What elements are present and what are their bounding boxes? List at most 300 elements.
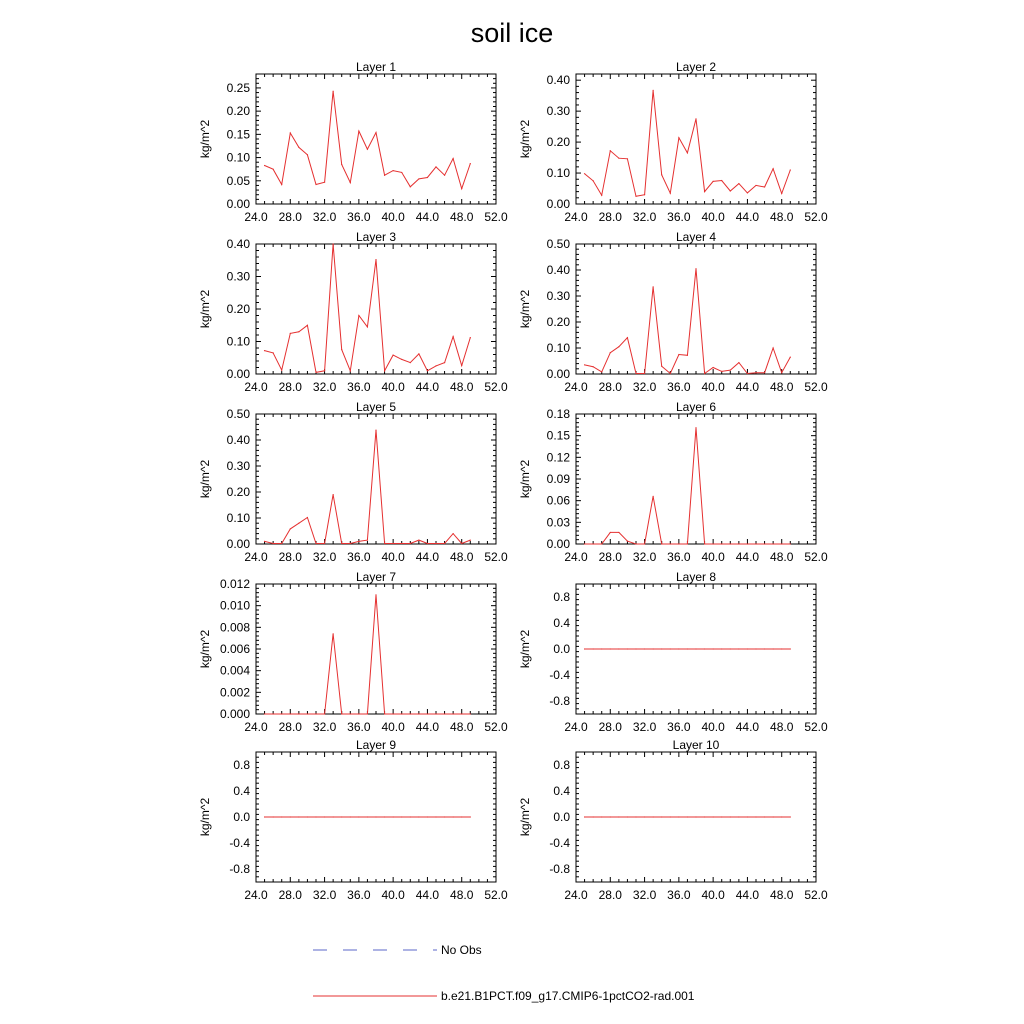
data-point	[290, 713, 291, 714]
series-line-model-run	[585, 269, 791, 374]
panel-title: Layer 6	[675, 400, 717, 414]
x-tick-label: 48.0	[770, 210, 794, 224]
y-axis-label: kg/m^2	[518, 119, 532, 159]
x-tick-label: 28.0	[278, 380, 302, 394]
y-tick-label: 0.10	[546, 166, 570, 181]
panel-layer-7	[198, 570, 508, 734]
data-point	[384, 543, 385, 544]
y-tick-label: 0.4	[553, 616, 570, 630]
y-tick-label: -0.4	[549, 836, 570, 850]
data-point	[764, 543, 765, 544]
data-point	[358, 315, 359, 316]
y-tick-label: -0.4	[549, 668, 570, 682]
x-tick-label: 28.0	[598, 210, 622, 224]
data-point	[410, 713, 411, 714]
data-point	[610, 532, 611, 533]
x-tick-label: 28.0	[278, 550, 302, 564]
x-tick-label: 48.0	[770, 380, 794, 394]
panel-layer-9	[198, 738, 508, 902]
x-tick-label: 24.0	[244, 888, 268, 902]
x-tick-label: 36.0	[667, 380, 691, 394]
data-point	[264, 165, 265, 166]
y-tick-label: -0.8	[549, 862, 570, 876]
data-point	[644, 816, 645, 817]
data-point	[281, 713, 282, 714]
data-point	[375, 816, 376, 817]
data-point	[644, 194, 645, 195]
x-tick-label: 32.0	[632, 210, 657, 224]
y-tick-label: 0.50	[226, 407, 250, 421]
data-point	[453, 713, 454, 714]
x-tick-label: 28.0	[598, 888, 622, 902]
data-point	[618, 816, 619, 817]
figure-title: soil ice	[470, 18, 554, 48]
data-point	[653, 816, 654, 817]
data-point	[341, 543, 342, 544]
data-point	[678, 354, 679, 355]
y-tick-label: 0.10	[226, 511, 250, 525]
x-tick-label: 48.0	[450, 380, 474, 394]
data-point	[384, 816, 385, 817]
data-point	[713, 181, 714, 182]
data-point	[610, 352, 611, 353]
data-point	[401, 172, 402, 173]
y-tick-label: 0.18	[546, 407, 570, 421]
y-tick-label: 0.0	[553, 810, 570, 824]
x-tick-label: 28.0	[278, 210, 302, 224]
data-point	[358, 541, 359, 542]
x-tick-label: 24.0	[244, 210, 268, 224]
data-point	[790, 648, 791, 649]
data-point	[610, 816, 611, 817]
data-point	[773, 168, 774, 169]
data-point	[290, 528, 291, 529]
y-tick-label: 0.05	[226, 173, 250, 188]
data-point	[773, 347, 774, 348]
y-tick-label: 0.00	[226, 367, 250, 381]
data-point	[273, 713, 274, 714]
data-point	[755, 185, 756, 186]
data-point	[764, 372, 765, 373]
panel-title: Layer 4	[675, 230, 717, 244]
data-point	[358, 713, 359, 714]
data-point	[653, 286, 654, 287]
data-point	[721, 648, 722, 649]
data-point	[790, 169, 791, 170]
data-point	[315, 372, 316, 373]
x-tick-label: 24.0	[564, 210, 588, 224]
y-tick-label: 0.10	[226, 150, 250, 165]
x-tick-label: 48.0	[770, 888, 794, 902]
data-point	[307, 517, 308, 518]
y-axis-label: kg/m^2	[518, 289, 532, 329]
x-tick-label: 36.0	[347, 888, 371, 902]
y-tick-label: 0.00	[546, 537, 570, 551]
y-tick-label: 0.30	[226, 269, 250, 284]
data-point	[764, 816, 765, 817]
data-point	[410, 362, 411, 363]
data-point	[324, 370, 325, 371]
data-point	[695, 427, 696, 428]
data-point	[704, 648, 705, 649]
data-point	[350, 182, 351, 183]
data-point	[627, 541, 628, 542]
panel-layer-1	[198, 60, 508, 224]
data-point	[773, 648, 774, 649]
x-tick-label: 52.0	[484, 888, 508, 902]
data-point	[384, 370, 385, 371]
x-tick-label: 36.0	[667, 550, 691, 564]
data-point	[721, 180, 722, 181]
x-tick-label: 28.0	[278, 888, 302, 902]
data-point	[461, 543, 462, 544]
y-tick-label: 0.20	[226, 302, 250, 316]
data-point	[273, 543, 274, 544]
data-point	[298, 713, 299, 714]
data-point	[401, 713, 402, 714]
data-point	[324, 713, 325, 714]
data-point	[781, 372, 782, 373]
data-point	[747, 648, 748, 649]
data-point	[670, 648, 671, 649]
data-point	[341, 816, 342, 817]
data-point	[644, 373, 645, 374]
data-point	[324, 543, 325, 544]
data-point	[661, 543, 662, 544]
data-point	[418, 713, 419, 714]
data-point	[324, 816, 325, 817]
x-tick-label: 24.0	[244, 380, 268, 394]
data-point	[435, 543, 436, 544]
x-tick-label: 24.0	[564, 380, 588, 394]
data-point	[375, 259, 376, 260]
x-tick-label: 40.0	[701, 550, 725, 564]
data-point	[461, 713, 462, 714]
x-tick-label: 24.0	[244, 720, 268, 734]
data-point	[618, 648, 619, 649]
data-point	[324, 182, 325, 183]
data-point	[298, 147, 299, 148]
data-point	[738, 362, 739, 363]
data-point	[653, 496, 654, 497]
data-point	[601, 543, 602, 544]
data-point	[333, 633, 334, 634]
data-point	[273, 352, 274, 353]
data-point	[350, 543, 351, 544]
panel-layer-6	[518, 400, 828, 564]
data-point	[435, 166, 436, 167]
y-tick-label: 0.15	[546, 428, 570, 443]
data-point	[713, 543, 714, 544]
x-tick-label: 32.0	[312, 720, 337, 734]
data-point	[781, 543, 782, 544]
y-tick-label: 0.0	[553, 642, 570, 656]
data-point	[298, 523, 299, 524]
y-axis-label: kg/m^2	[198, 797, 212, 837]
data-point	[704, 191, 705, 192]
data-point	[350, 816, 351, 817]
data-point	[298, 331, 299, 332]
data-point	[627, 648, 628, 649]
data-point	[661, 366, 662, 367]
data-point	[281, 543, 282, 544]
y-axis-label: kg/m^2	[198, 459, 212, 499]
data-point	[375, 132, 376, 133]
panel-title: Layer 5	[355, 400, 397, 414]
panel-layer-2	[518, 60, 828, 224]
data-point	[341, 164, 342, 165]
x-tick-label: 44.0	[735, 550, 760, 564]
data-point	[678, 543, 679, 544]
data-point	[601, 648, 602, 649]
series-line-model-run	[265, 91, 471, 189]
panel-layer-10	[518, 738, 828, 902]
data-point	[358, 131, 359, 132]
legend-label-model-run: b.e21.B1PCT.f09_g17.CMIP6-1pctCO2-rad.001	[441, 989, 695, 1003]
data-point	[453, 816, 454, 817]
x-tick-label: 52.0	[804, 210, 828, 224]
data-point	[453, 158, 454, 159]
data-point	[661, 816, 662, 817]
data-point	[687, 816, 688, 817]
x-tick-label: 32.0	[632, 380, 657, 394]
x-tick-label: 44.0	[735, 888, 760, 902]
y-tick-label: 0.8	[553, 758, 570, 772]
y-tick-label: 0.20	[546, 315, 570, 329]
data-point	[704, 373, 705, 374]
data-point	[333, 494, 334, 495]
data-point	[393, 170, 394, 171]
data-point	[755, 816, 756, 817]
x-tick-label: 44.0	[415, 550, 440, 564]
data-point	[695, 816, 696, 817]
data-point	[367, 326, 368, 327]
y-tick-label: -0.8	[549, 694, 570, 708]
data-point	[635, 373, 636, 374]
x-tick-label: 44.0	[415, 210, 440, 224]
x-tick-label: 48.0	[450, 888, 474, 902]
x-tick-label: 40.0	[381, 210, 405, 224]
x-tick-label: 48.0	[770, 720, 794, 734]
x-tick-label: 52.0	[484, 550, 508, 564]
data-point	[307, 154, 308, 155]
y-tick-label: -0.4	[229, 836, 250, 850]
y-tick-label: 0.4	[233, 784, 250, 798]
data-point	[593, 543, 594, 544]
data-point	[601, 816, 602, 817]
y-tick-label: 0.09	[546, 472, 570, 486]
data-point	[333, 243, 334, 244]
data-point	[264, 541, 265, 542]
data-point	[315, 543, 316, 544]
y-tick-label: 0.008	[219, 620, 250, 635]
data-point	[393, 355, 394, 356]
data-point	[427, 543, 428, 544]
data-point	[730, 816, 731, 817]
y-axis-label: kg/m^2	[518, 797, 532, 837]
y-axis-label: kg/m^2	[198, 289, 212, 329]
series-line-model-run	[265, 595, 471, 714]
data-point	[618, 346, 619, 347]
y-tick-label: 0.15	[226, 127, 250, 142]
data-point	[427, 816, 428, 817]
data-point	[678, 816, 679, 817]
data-point	[375, 594, 376, 595]
data-point	[610, 648, 611, 649]
y-tick-label: 0.30	[226, 459, 250, 473]
x-tick-label: 40.0	[381, 380, 405, 394]
data-point	[427, 177, 428, 178]
x-tick-label: 28.0	[598, 550, 622, 564]
data-point	[773, 543, 774, 544]
x-tick-label: 48.0	[450, 210, 474, 224]
panel-title: Layer 7	[355, 570, 397, 584]
y-tick-label: 0.00	[226, 537, 250, 551]
data-point	[393, 543, 394, 544]
data-point	[470, 540, 471, 541]
data-point	[713, 816, 714, 817]
data-point	[273, 816, 274, 817]
data-point	[298, 816, 299, 817]
data-point	[341, 349, 342, 350]
data-point	[307, 816, 308, 817]
data-point	[401, 543, 402, 544]
panel-title: Layer 10	[672, 738, 720, 752]
x-tick-label: 32.0	[312, 888, 337, 902]
data-point	[653, 90, 654, 91]
data-point	[461, 816, 462, 817]
y-tick-label: 0.006	[219, 642, 250, 656]
data-point	[695, 648, 696, 649]
data-point	[661, 648, 662, 649]
data-point	[584, 648, 585, 649]
data-point	[290, 132, 291, 133]
data-point	[790, 543, 791, 544]
data-point	[584, 816, 585, 817]
x-tick-label: 28.0	[598, 380, 622, 394]
x-tick-label: 32.0	[632, 888, 657, 902]
data-point	[367, 149, 368, 150]
x-tick-label: 40.0	[381, 888, 405, 902]
data-point	[418, 816, 419, 817]
data-point	[315, 816, 316, 817]
y-tick-label: 0.40	[546, 73, 570, 88]
data-point	[290, 816, 291, 817]
panel-layer-5	[198, 400, 508, 564]
data-point	[470, 337, 471, 338]
data-point	[410, 816, 411, 817]
data-point	[307, 713, 308, 714]
data-point	[721, 371, 722, 372]
y-tick-label: 0.40	[226, 237, 250, 251]
x-tick-label: 32.0	[632, 550, 657, 564]
x-tick-label: 36.0	[347, 720, 371, 734]
data-point	[350, 370, 351, 371]
data-point	[435, 713, 436, 714]
data-point	[418, 540, 419, 541]
data-point	[401, 816, 402, 817]
data-point	[461, 188, 462, 189]
data-point	[713, 648, 714, 649]
data-point	[470, 163, 471, 164]
y-tick-label: 0.20	[226, 485, 250, 499]
data-point	[670, 543, 671, 544]
data-point	[644, 648, 645, 649]
data-point	[367, 713, 368, 714]
x-tick-label: 52.0	[484, 380, 508, 394]
x-tick-label: 32.0	[312, 380, 337, 394]
data-point	[764, 648, 765, 649]
x-tick-label: 36.0	[347, 380, 371, 394]
data-point	[618, 532, 619, 533]
data-point	[410, 186, 411, 187]
x-tick-label: 52.0	[484, 210, 508, 224]
data-point	[730, 543, 731, 544]
y-axis-label: kg/m^2	[518, 629, 532, 669]
data-point	[358, 816, 359, 817]
data-point	[593, 816, 594, 817]
data-point	[444, 175, 445, 176]
data-point	[678, 648, 679, 649]
data-point	[644, 543, 645, 544]
panel-title: Layer 3	[355, 230, 397, 244]
series-line-model-run	[265, 244, 471, 372]
y-tick-label: 0.40	[546, 263, 570, 277]
data-point	[290, 333, 291, 334]
data-point	[333, 91, 334, 92]
data-point	[755, 372, 756, 373]
legend-label-no-obs: No Obs	[441, 943, 482, 957]
data-point	[635, 648, 636, 649]
y-axis-label: kg/m^2	[198, 119, 212, 159]
data-point	[670, 193, 671, 194]
data-point	[593, 180, 594, 181]
y-tick-label: 0.012	[219, 577, 250, 591]
data-point	[410, 543, 411, 544]
series-line-model-run	[585, 90, 791, 196]
y-tick-label: 0.10	[546, 341, 570, 355]
data-point	[315, 184, 316, 185]
data-point	[661, 174, 662, 175]
series-line-model-run	[585, 428, 791, 544]
data-point	[730, 370, 731, 371]
x-tick-label: 32.0	[312, 550, 337, 564]
series-line-model-run	[265, 430, 471, 543]
x-tick-label: 36.0	[667, 210, 691, 224]
data-point	[747, 816, 748, 817]
y-tick-label: 0.50	[546, 237, 570, 251]
y-tick-label: 0.20	[546, 135, 570, 150]
panel-title: Layer 2	[675, 60, 717, 74]
x-tick-label: 40.0	[701, 888, 725, 902]
data-point	[790, 357, 791, 358]
data-point	[367, 540, 368, 541]
data-point	[755, 543, 756, 544]
x-tick-label: 52.0	[804, 550, 828, 564]
data-point	[627, 337, 628, 338]
data-point	[264, 350, 265, 351]
x-tick-label: 32.0	[632, 720, 657, 734]
data-point	[341, 713, 342, 714]
plot-frame	[256, 584, 496, 714]
y-tick-label: 0.4	[553, 784, 570, 798]
x-tick-label: 36.0	[667, 888, 691, 902]
data-point	[781, 816, 782, 817]
x-tick-label: 52.0	[804, 720, 828, 734]
data-point	[781, 648, 782, 649]
data-point	[264, 713, 265, 714]
y-tick-label: 0.30	[546, 289, 570, 303]
